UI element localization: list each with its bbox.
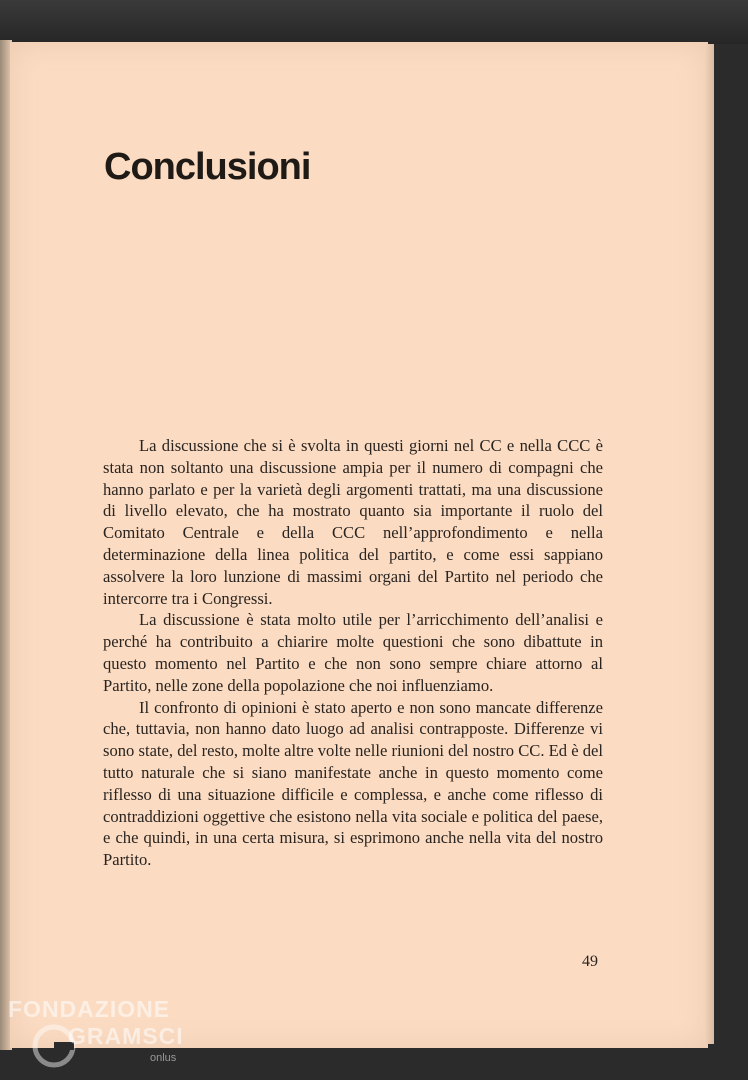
watermark-line1: FONDAZIONE	[8, 996, 171, 1022]
page-stack-edge	[705, 44, 714, 1044]
body-text	[103, 435, 603, 871]
watermark-line2: GRAMSCI	[68, 1023, 184, 1049]
paragraph: Il confronto di opinioni è stato aperto e non sono mancate differenze che, tuttavia, non hanno dato luogo ad analisi contrapposte. Differenze vi sono state, del resto, molte altre volte nelle riunioni del nostro CC. Ed è del tutto naturale che si siano manifestate anche in questo momento come riflesso di una situazione difficile e complessa, e anche come riflesso di contraddizioni oggettive che esistono nella vita sociale e politica del paese, e che quindi, in una certa misura, si esprimono anche nella vita del nostro Partito.	[103, 697, 604, 870]
paragraph: La discussione è stata molto utile per l’arricchimento dell’analisi e perché ha contribuito a chiarire molte questioni che sono dibattute in questo momento nel Partito e che non sono sempre chiare attorno al Partito, nelle zone della popolazione che noi influenziamo.	[103, 610, 603, 695]
watermark-suffix: onlus	[150, 1052, 177, 1064]
paragraph: La discussione che si è svolta in questi giorni nel CC e nella CCC è stata non soltanto una discussione ampia per il numero di compagni che hanno parlato e per la varietà degli argomenti trattati, ma una discussione di livello elevato, che ha mostrato quanto sia importante il ruolo del Comitato Centrale e della CCC nell’approfondimento e nella determinazione della linea politica del partito, e come essi sappiano assolvere la loro lunzione di massimi organi del Partito nel periodo che intercorre tra i Congressi.	[103, 436, 603, 608]
watermark	[8, 996, 184, 1050]
page-number: 49	[582, 953, 598, 970]
page-title: Conclusioni	[104, 146, 311, 188]
scan-backdrop	[0, 0, 748, 44]
